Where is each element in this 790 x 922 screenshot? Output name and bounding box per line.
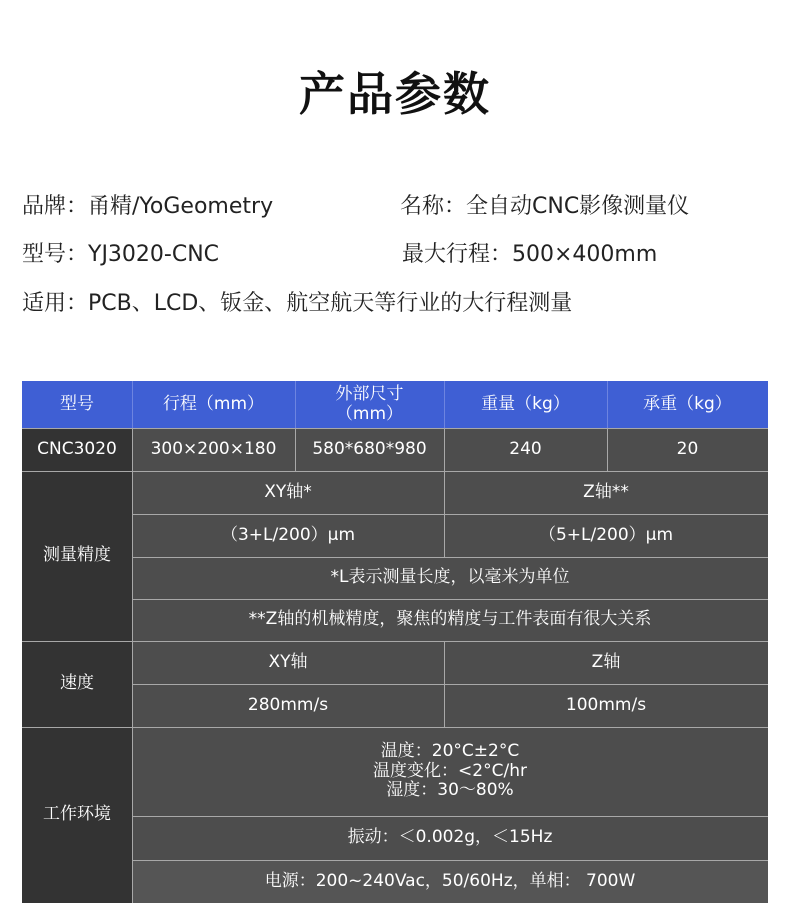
brand-info: 品牌：甬精/YoGeometry bbox=[22, 194, 274, 219]
precision-z-value-text: （5+L/200）μm bbox=[538, 524, 674, 545]
column-divider bbox=[607, 428, 608, 471]
cell-model bbox=[22, 428, 132, 471]
cell-model-value: CNC3020 bbox=[37, 438, 117, 459]
model-info: 型号：YJ3020-CNC bbox=[22, 242, 220, 267]
precision-z-axis-text: Z轴** bbox=[583, 481, 629, 502]
column-divider bbox=[444, 471, 445, 557]
precision-note-1 bbox=[132, 557, 768, 599]
precision-note-2-text: **Z轴的机械精度，聚焦的精度与工件表面有很大关系 bbox=[248, 609, 652, 630]
precision-xy-axis-text: XY轴* bbox=[264, 481, 312, 502]
column-divider bbox=[295, 428, 296, 471]
header-dimensions bbox=[295, 381, 444, 428]
page-title: 产品参数 bbox=[299, 67, 491, 121]
environment-temperature-change: 温度变化：<2°C/hr bbox=[373, 760, 527, 781]
row-divider bbox=[22, 641, 768, 642]
precision-xy-value bbox=[132, 514, 444, 557]
precision-label-text: 测量精度 bbox=[43, 545, 111, 566]
cell-dimensions bbox=[295, 428, 444, 471]
precision-label bbox=[22, 471, 132, 641]
environment-vibration-text: 振动：＜0.002g，＜15Hz bbox=[347, 827, 553, 848]
precision-xy-axis bbox=[132, 471, 444, 514]
speed-xy-value-text: 280mm/s bbox=[247, 694, 329, 715]
precision-note-2 bbox=[132, 599, 768, 641]
cell-travel-value: 300×200×180 bbox=[150, 438, 277, 459]
environment-vibration bbox=[132, 816, 768, 860]
product-name-info: 名称：全自动CNC影像测量仪 bbox=[400, 194, 690, 219]
row-divider bbox=[132, 557, 768, 558]
row-divider bbox=[22, 727, 768, 728]
environment-power bbox=[132, 860, 768, 903]
header-divider bbox=[295, 381, 296, 428]
speed-xy-axis-text: XY轴 bbox=[268, 651, 308, 672]
precision-note-1-text: *L表示测量长度，以毫米为单位 bbox=[330, 567, 570, 588]
environment-label-text: 工作环境 bbox=[43, 804, 111, 825]
precision-z-value bbox=[444, 514, 768, 557]
speed-label-text: 速度 bbox=[60, 673, 94, 694]
precision-xy-value-text: （3+L/200）μm bbox=[220, 524, 356, 545]
speed-xy-axis bbox=[132, 641, 444, 684]
header-travel bbox=[132, 381, 295, 428]
header-model bbox=[22, 381, 132, 428]
header-travel-label: 行程（mm） bbox=[162, 393, 265, 414]
environment-power-text: 电源：200~240Vac，50/60Hz，单相： 700W bbox=[264, 870, 636, 891]
cell-travel bbox=[132, 428, 295, 471]
environment-label bbox=[22, 727, 132, 903]
row-divider bbox=[132, 599, 768, 600]
speed-z-axis-text: Z轴 bbox=[591, 651, 621, 672]
column-divider bbox=[132, 428, 133, 903]
environment-climate bbox=[132, 727, 768, 816]
header-weight bbox=[444, 381, 607, 428]
speed-xy-value bbox=[132, 684, 444, 727]
column-divider bbox=[444, 641, 445, 727]
speed-z-value-text: 100mm/s bbox=[565, 694, 647, 715]
header-weight-label: 重量（kg） bbox=[481, 393, 570, 414]
row-divider bbox=[132, 684, 768, 685]
row-divider bbox=[132, 816, 768, 817]
environment-humidity: 湿度：30～80% bbox=[386, 780, 514, 801]
spec-table bbox=[22, 381, 768, 903]
cell-load-value: 20 bbox=[676, 438, 699, 459]
speed-z-axis bbox=[444, 641, 768, 684]
row-divider bbox=[22, 428, 768, 429]
usage-info: 适用：PCB、LCD、钣金、航空航天等行业的大行程测量 bbox=[22, 291, 573, 316]
cell-weight bbox=[444, 428, 607, 471]
row-divider bbox=[132, 514, 768, 515]
cell-weight-value: 240 bbox=[509, 438, 542, 459]
header-model-label: 型号 bbox=[60, 393, 94, 414]
header-divider bbox=[444, 381, 445, 428]
speed-label bbox=[22, 641, 132, 727]
header-dimensions-label: 外部尺寸 （mm） bbox=[335, 383, 404, 424]
header-divider bbox=[132, 381, 133, 428]
environment-temperature: 温度：20°C±2°C bbox=[380, 741, 520, 762]
cell-dimensions-value: 580*680*980 bbox=[312, 438, 427, 459]
header-divider bbox=[607, 381, 608, 428]
max-travel-info: 最大行程：500×400mm bbox=[402, 242, 658, 267]
column-divider bbox=[444, 428, 445, 471]
header-load-label: 承重（kg） bbox=[643, 393, 732, 414]
cell-load bbox=[607, 428, 768, 471]
speed-z-value bbox=[444, 684, 768, 727]
header-load bbox=[607, 381, 768, 428]
row-divider bbox=[22, 471, 768, 472]
row-divider bbox=[132, 860, 768, 861]
precision-z-axis bbox=[444, 471, 768, 514]
